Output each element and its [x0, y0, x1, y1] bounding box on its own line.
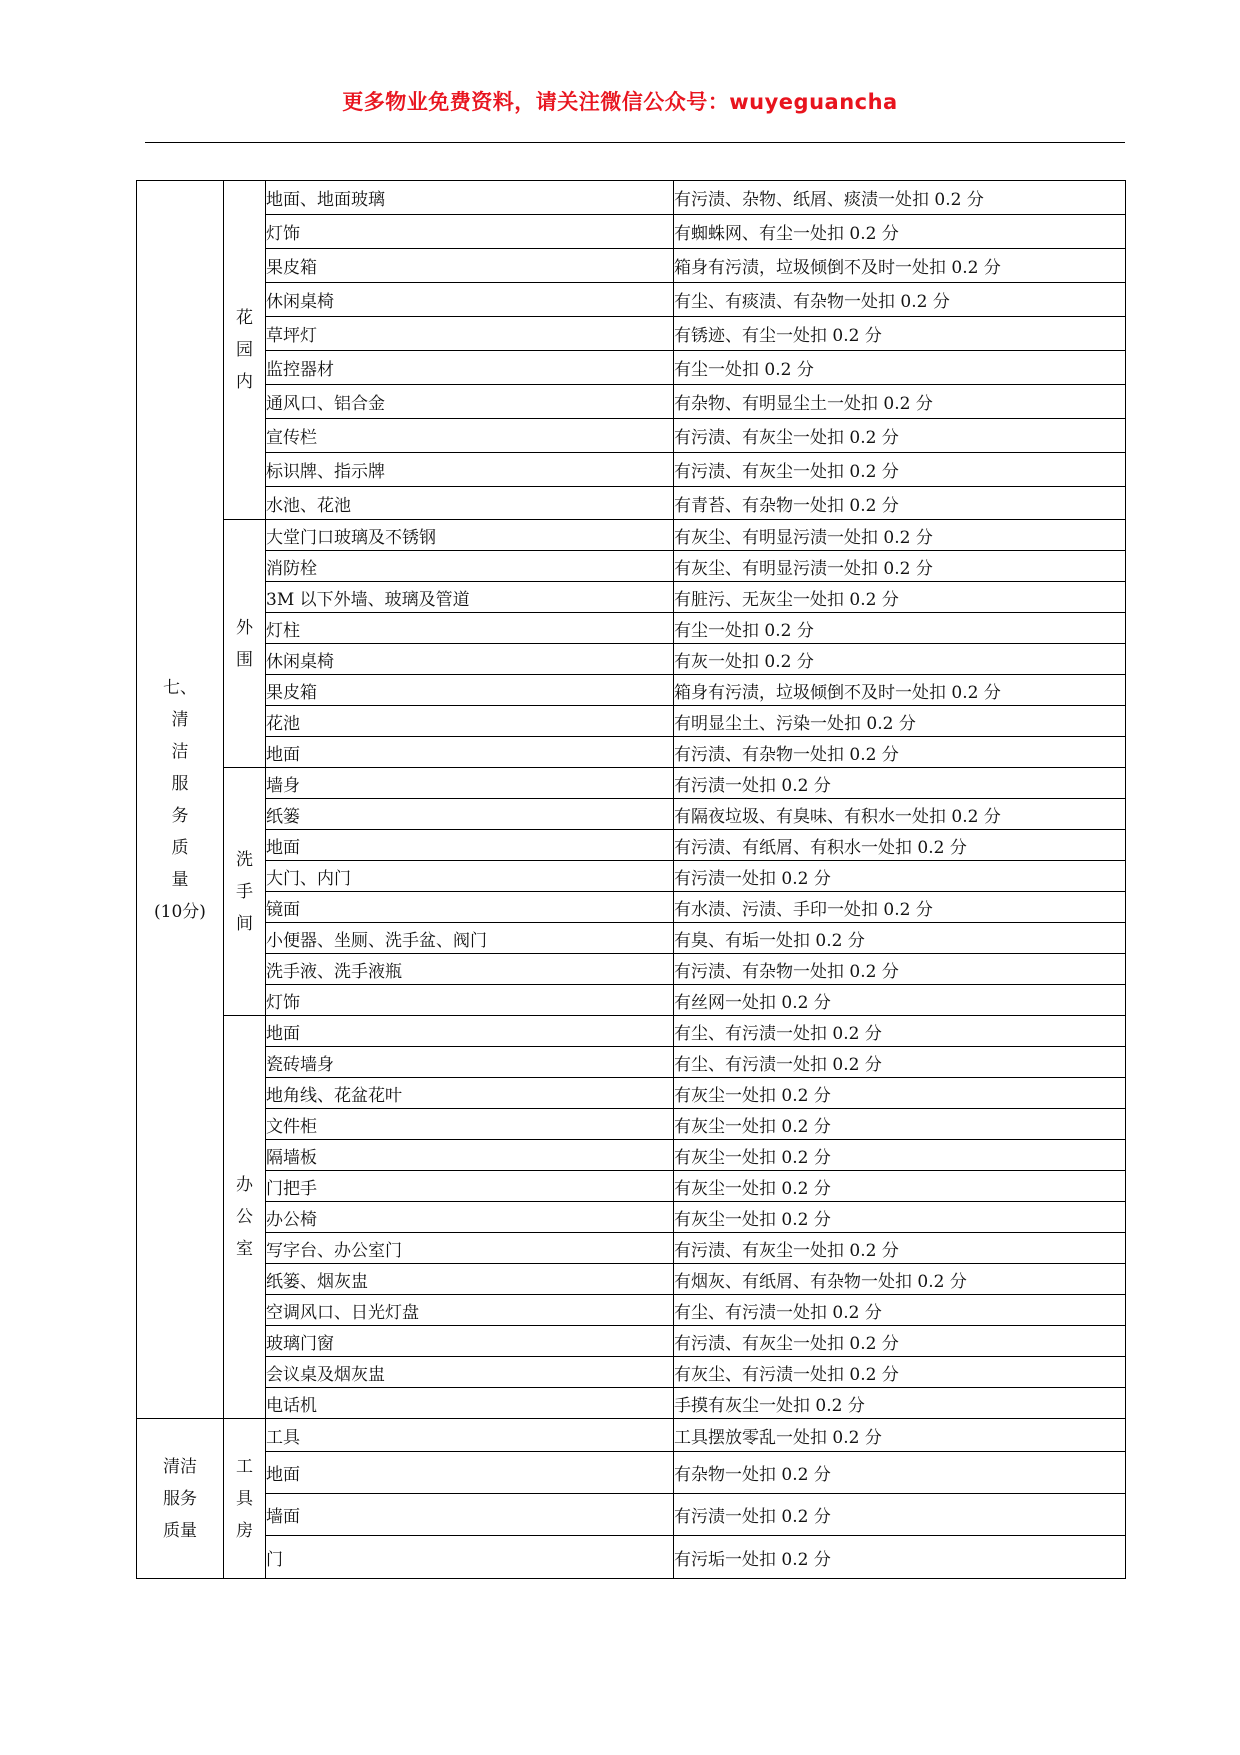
table-row	[137, 954, 1126, 985]
inspection-item: 地面	[266, 737, 674, 768]
deduction-standard: 有灰尘、有明显污渍一处扣 0.2 分	[674, 520, 1126, 551]
deduction-standard: 有污渍、有杂物一处扣 0.2 分	[674, 737, 1126, 768]
inspection-item: 标识牌、指示牌	[266, 453, 674, 487]
cleaning-quality-table	[136, 180, 1126, 1579]
table-row	[137, 419, 1126, 453]
inspection-item: 地面、地面玻璃	[266, 181, 674, 215]
inspection-item: 文件柜	[266, 1109, 674, 1140]
table-row	[137, 1536, 1126, 1579]
category-cleaning-quality-line: 量	[171, 869, 189, 890]
deduction-standard: 有尘、有污渍一处扣 0.2 分	[674, 1016, 1126, 1047]
inspection-item: 通风口、铝合金	[266, 385, 674, 419]
area-restroom-line: 间	[236, 913, 253, 934]
deduction-standard: 有污垢一处扣 0.2 分	[674, 1536, 1126, 1579]
inspection-item: 瓷砖墙身	[266, 1047, 674, 1078]
table-row	[137, 215, 1126, 249]
deduction-standard: 有污渍、有灰尘一处扣 0.2 分	[674, 1326, 1126, 1357]
inspection-item: 消防栓	[266, 551, 674, 582]
inspection-item: 草坪灯	[266, 317, 674, 351]
inspection-item: 办公椅	[266, 1202, 674, 1233]
table-row	[137, 923, 1126, 954]
deduction-standard: 有污渍、杂物、纸屑、痰渍一处扣 0.2 分	[674, 181, 1126, 215]
inspection-item: 水池、花池	[266, 487, 674, 520]
table-row	[137, 737, 1126, 768]
inspection-item: 镜面	[266, 892, 674, 923]
inspection-item: 休闲桌椅	[266, 283, 674, 317]
inspection-item: 花池	[266, 706, 674, 737]
table-row	[137, 453, 1126, 487]
deduction-standard: 有污渍、有灰尘一处扣 0.2 分	[674, 1233, 1126, 1264]
category-cleaning-quality-tail	[137, 1419, 224, 1579]
table-row	[137, 706, 1126, 737]
inspection-item: 地面	[266, 1452, 674, 1494]
inspection-item: 休闲桌椅	[266, 644, 674, 675]
area-office	[224, 1016, 266, 1419]
deduction-standard: 有灰尘一处扣 0.2 分	[674, 1078, 1126, 1109]
table-row	[137, 582, 1126, 613]
deduction-standard: 有杂物一处扣 0.2 分	[674, 1452, 1126, 1494]
deduction-standard: 有灰尘一处扣 0.2 分	[674, 1171, 1126, 1202]
area-exterior-line: 外	[236, 617, 253, 638]
deduction-standard: 有脏污、无灰尘一处扣 0.2 分	[674, 582, 1126, 613]
table-row	[137, 249, 1126, 283]
inspection-item: 会议桌及烟灰盅	[266, 1357, 674, 1388]
category-cleaning-quality-line: 务	[171, 805, 189, 826]
area-garden	[224, 181, 266, 520]
table-row	[137, 675, 1126, 706]
deduction-standard: 有污渍、有灰尘一处扣 0.2 分	[674, 419, 1126, 453]
table-row	[137, 1264, 1126, 1295]
area-exterior-line: 围	[236, 649, 253, 670]
deduction-standard: 有尘、有痰渍、有杂物一处扣 0.2 分	[674, 283, 1126, 317]
area-tool-room	[224, 1419, 266, 1579]
deduction-standard: 箱身有污渍，垃圾倾倒不及时一处扣 0.2 分	[674, 249, 1126, 283]
category-cleaning-quality-line: 七、	[163, 677, 197, 698]
deduction-standard: 有灰尘一处扣 0.2 分	[674, 1109, 1126, 1140]
deduction-standard: 有尘一处扣 0.2 分	[674, 351, 1126, 385]
deduction-standard: 有丝网一处扣 0.2 分	[674, 985, 1126, 1016]
inspection-item: 小便器、坐厕、洗手盆、阀门	[266, 923, 674, 954]
table-row	[137, 283, 1126, 317]
area-tool-room-line: 房	[236, 1520, 253, 1541]
inspection-item: 空调风口、日光灯盘	[266, 1295, 674, 1326]
table-row	[137, 1140, 1126, 1171]
table-row	[137, 799, 1126, 830]
inspection-item: 监控器材	[266, 351, 674, 385]
inspection-item: 地面	[266, 830, 674, 861]
area-restroom-line: 手	[236, 881, 253, 902]
deduction-standard: 有尘一处扣 0.2 分	[674, 613, 1126, 644]
deduction-standard: 有水渍、污渍、手印一处扣 0.2 分	[674, 892, 1126, 923]
area-office-line: 办	[236, 1175, 253, 1195]
area-garden-line: 内	[236, 372, 253, 392]
inspection-item: 3M 以下外墙、玻璃及管道	[266, 582, 674, 613]
deduction-standard: 有污渍、有杂物一处扣 0.2 分	[674, 954, 1126, 985]
inspection-item: 墙面	[266, 1494, 674, 1536]
inspection-item: 隔墙板	[266, 1140, 674, 1171]
deduction-standard: 手摸有灰尘一处扣 0.2 分	[674, 1388, 1126, 1419]
inspection-item: 墙身	[266, 768, 674, 799]
deduction-standard: 有尘、有污渍一处扣 0.2 分	[674, 1295, 1126, 1326]
category-cleaning-quality-line: 质	[171, 837, 189, 858]
table-row	[137, 1357, 1126, 1388]
area-restroom-line: 洗	[236, 849, 253, 870]
area-exterior	[224, 520, 266, 768]
deduction-standard: 有锈迹、有尘一处扣 0.2 分	[674, 317, 1126, 351]
category-cleaning-quality-line: (10分)	[154, 901, 206, 922]
table-row	[137, 487, 1126, 520]
table-row	[137, 1388, 1126, 1419]
deduction-standard: 有污渍一处扣 0.2 分	[674, 768, 1126, 799]
table-row	[137, 830, 1126, 861]
inspection-item: 地角线、花盆花叶	[266, 1078, 674, 1109]
table-row	[137, 768, 1126, 799]
deduction-standard: 有烟灰、有纸屑、有杂物一处扣 0.2 分	[674, 1264, 1126, 1295]
table-row	[137, 1171, 1126, 1202]
table-row	[137, 520, 1126, 551]
inspection-item: 果皮箱	[266, 675, 674, 706]
table-row	[137, 181, 1126, 215]
deduction-standard: 有灰尘一处扣 0.2 分	[674, 1202, 1126, 1233]
table-row	[137, 1494, 1126, 1536]
area-office-line: 公	[236, 1207, 253, 1227]
table-row	[137, 351, 1126, 385]
table-row	[137, 1233, 1126, 1264]
inspection-item: 工具	[266, 1419, 674, 1452]
deduction-standard: 有明显尘土、污染一处扣 0.2 分	[674, 706, 1126, 737]
category-cleaning-quality-line: 服	[171, 773, 189, 794]
area-tool-room-line: 具	[236, 1488, 253, 1509]
inspection-item: 大门、内门	[266, 861, 674, 892]
inspection-item: 纸篓	[266, 799, 674, 830]
inspection-item: 洗手液、洗手液瓶	[266, 954, 674, 985]
deduction-standard: 有污渍一处扣 0.2 分	[674, 1494, 1126, 1536]
area-restroom	[224, 768, 266, 1016]
deduction-standard: 有杂物、有明显尘土一处扣 0.2 分	[674, 385, 1126, 419]
deduction-standard: 有灰一处扣 0.2 分	[674, 644, 1126, 675]
table-row	[137, 317, 1126, 351]
inspection-item: 果皮箱	[266, 249, 674, 283]
deduction-standard: 有尘、有污渍一处扣 0.2 分	[674, 1047, 1126, 1078]
header-title: 更多物业免费资料，请关注微信公众号：wuyeguancha	[342, 90, 898, 114]
table-row	[137, 551, 1126, 582]
inspection-item: 大堂门口玻璃及不锈钢	[266, 520, 674, 551]
inspection-item: 灯饰	[266, 215, 674, 249]
table-row	[137, 1452, 1126, 1494]
table-row	[137, 385, 1126, 419]
inspection-item: 电话机	[266, 1388, 674, 1419]
deduction-standard: 有蜘蛛网、有尘一处扣 0.2 分	[674, 215, 1126, 249]
deduction-standard: 有臭、有垢一处扣 0.2 分	[674, 923, 1126, 954]
inspection-item: 门	[266, 1536, 674, 1579]
category-cleaning-quality-tail-line: 质量	[163, 1520, 197, 1541]
area-tool-room-line: 工	[236, 1456, 253, 1477]
table-row	[137, 1109, 1126, 1140]
inspection-item: 灯柱	[266, 613, 674, 644]
category-cleaning-quality-line: 洁	[171, 741, 189, 762]
inspection-item: 地面	[266, 1016, 674, 1047]
table-row	[137, 892, 1126, 923]
inspection-item: 纸篓、烟灰盅	[266, 1264, 674, 1295]
table-row	[137, 985, 1126, 1016]
deduction-standard: 有污渍、有灰尘一处扣 0.2 分	[674, 453, 1126, 487]
deduction-standard: 有灰尘一处扣 0.2 分	[674, 1140, 1126, 1171]
table-row	[137, 1016, 1126, 1047]
area-garden-line: 园	[236, 340, 253, 360]
table-row	[137, 1419, 1126, 1452]
category-cleaning-quality	[137, 181, 224, 1419]
table-row	[137, 1295, 1126, 1326]
table-row	[137, 1326, 1126, 1357]
category-cleaning-quality-tail-line: 清洁	[163, 1456, 197, 1477]
table-row	[137, 1047, 1126, 1078]
deduction-standard: 有污渍一处扣 0.2 分	[674, 861, 1126, 892]
deduction-standard: 工具摆放零乱一处扣 0.2 分	[674, 1419, 1126, 1452]
inspection-item: 玻璃门窗	[266, 1326, 674, 1357]
deduction-standard: 有灰尘、有污渍一处扣 0.2 分	[674, 1357, 1126, 1388]
area-garden-line: 花	[236, 308, 253, 328]
table-row	[137, 644, 1126, 675]
table-row	[137, 861, 1126, 892]
inspection-item: 宣传栏	[266, 419, 674, 453]
deduction-standard: 箱身有污渍，垃圾倾倒不及时一处扣 0.2 分	[674, 675, 1126, 706]
inspection-item: 门把手	[266, 1171, 674, 1202]
header-divider	[145, 142, 1125, 143]
deduction-standard: 有隔夜垃圾、有臭味、有积水一处扣 0.2 分	[674, 799, 1126, 830]
deduction-standard: 有灰尘、有明显污渍一处扣 0.2 分	[674, 551, 1126, 582]
area-office-line: 室	[236, 1239, 253, 1259]
inspection-item: 写字台、办公室门	[266, 1233, 674, 1264]
table-row	[137, 1202, 1126, 1233]
deduction-standard: 有青苔、有杂物一处扣 0.2 分	[674, 487, 1126, 520]
table-row	[137, 613, 1126, 644]
inspection-item: 灯饰	[266, 985, 674, 1016]
category-cleaning-quality-line: 清	[171, 709, 189, 730]
category-cleaning-quality-tail-line: 服务	[163, 1488, 197, 1509]
table-row	[137, 1078, 1126, 1109]
deduction-standard: 有污渍、有纸屑、有积水一处扣 0.2 分	[674, 830, 1126, 861]
